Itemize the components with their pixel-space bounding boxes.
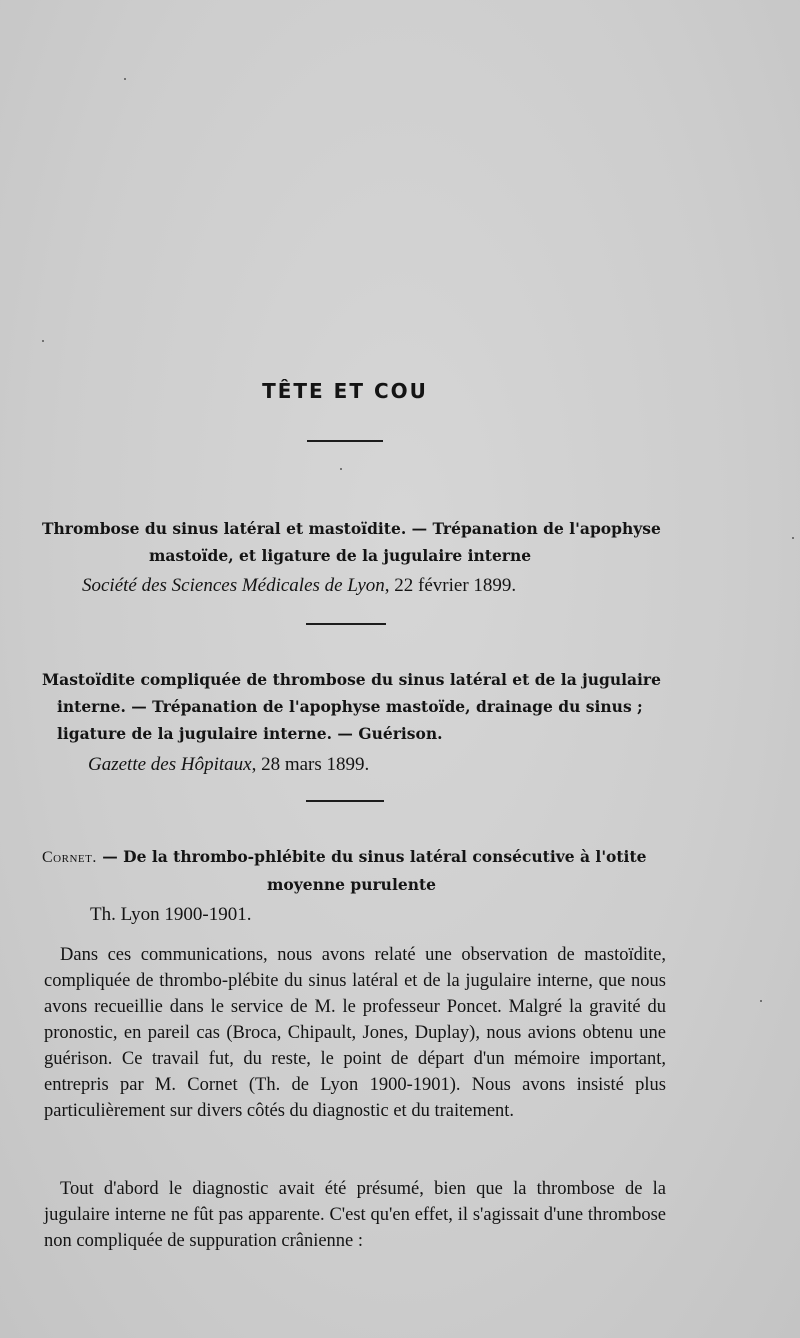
- entry-3-title-line-1: [42, 843, 682, 871]
- entry-2-citation: [88, 754, 369, 776]
- scan-speck: [124, 78, 126, 80]
- entry-divider-2: [306, 800, 384, 802]
- entry-1-title: [42, 515, 682, 569]
- section-rule: [307, 440, 383, 442]
- scan-speck: [42, 340, 44, 342]
- entry-3-author: Cornet.: [42, 849, 97, 866]
- scan-speck: [340, 468, 342, 470]
- entry-1-citation: [82, 575, 516, 597]
- entry-3-title: [42, 843, 682, 898]
- entry-2-date: , 28 mars 1899.: [251, 754, 370, 775]
- entry-1-date: , 22 février 1899.: [384, 575, 517, 596]
- entry-1-journal: Société des Sciences Médicales de Lyon: [82, 575, 385, 596]
- body-paragraph-2: Tout d'abord le diagnostic avait été présumé, bien que la thrombose de la jugulaire interne ne fût pas apparente. C'est qu'en effet, il s'agissait d'une thrombose non compliquée de suppuration crânienne :: [44, 1179, 666, 1251]
- entry-1-title-line-2: mastoïde, et ligature de la jugulaire interne: [149, 546, 532, 565]
- scan-speck: [792, 537, 794, 539]
- entry-divider-1: [306, 623, 386, 625]
- entry-1-title-line-1: Thrombose du sinus latéral et mastoïdite. — Trépanation de l'apophyse: [42, 519, 661, 538]
- entry-2-journal: Gazette des Hôpitaux: [88, 754, 252, 775]
- body-paragraph-1: Dans ces communications, nous avons relaté une observation de mastoïdite, compliquée de thrombo-plébite du sinus latéral et de la jugulaire interne, que nous avons recueillie dans le service de M. le professeur Poncet. Malgré la gravité du pronostic, en pareil cas (Broca, Chipault, Jones, Duplay), nous avions obtenu une guérison. Ce travail fut, du reste, le point de départ d'un mémoire important, entrepris par M. Cornet (Th. de Lyon 1900-1901). Nous avons insisté plus particulièrement sur divers côtés du diagnostic et du traitement.: [44, 945, 666, 1121]
- entry-3-title-text: — De la thrombo-phlébite du sinus latéral consécutive à l'otite: [96, 847, 647, 866]
- entry-2-title-line-1: Mastoïdite compliquée de thrombose du sinus latéral et de la jugulaire: [42, 670, 661, 689]
- entry-3-citation: Th. Lyon 1900-1901.: [90, 904, 252, 925]
- entry-2-title-line-2: interne. — Trépanation de l'apophyse mastoïde, drainage du sinus ;: [57, 697, 643, 716]
- entry-2-title-line-3: ligature de la jugulaire interne. — Guérison.: [57, 724, 443, 743]
- entry-2-title: [42, 666, 682, 747]
- entry-3-title-line-2: moyenne purulente: [267, 875, 436, 894]
- scan-speck: [760, 1000, 762, 1002]
- chapter-title: TÊTE ET COU: [262, 379, 428, 404]
